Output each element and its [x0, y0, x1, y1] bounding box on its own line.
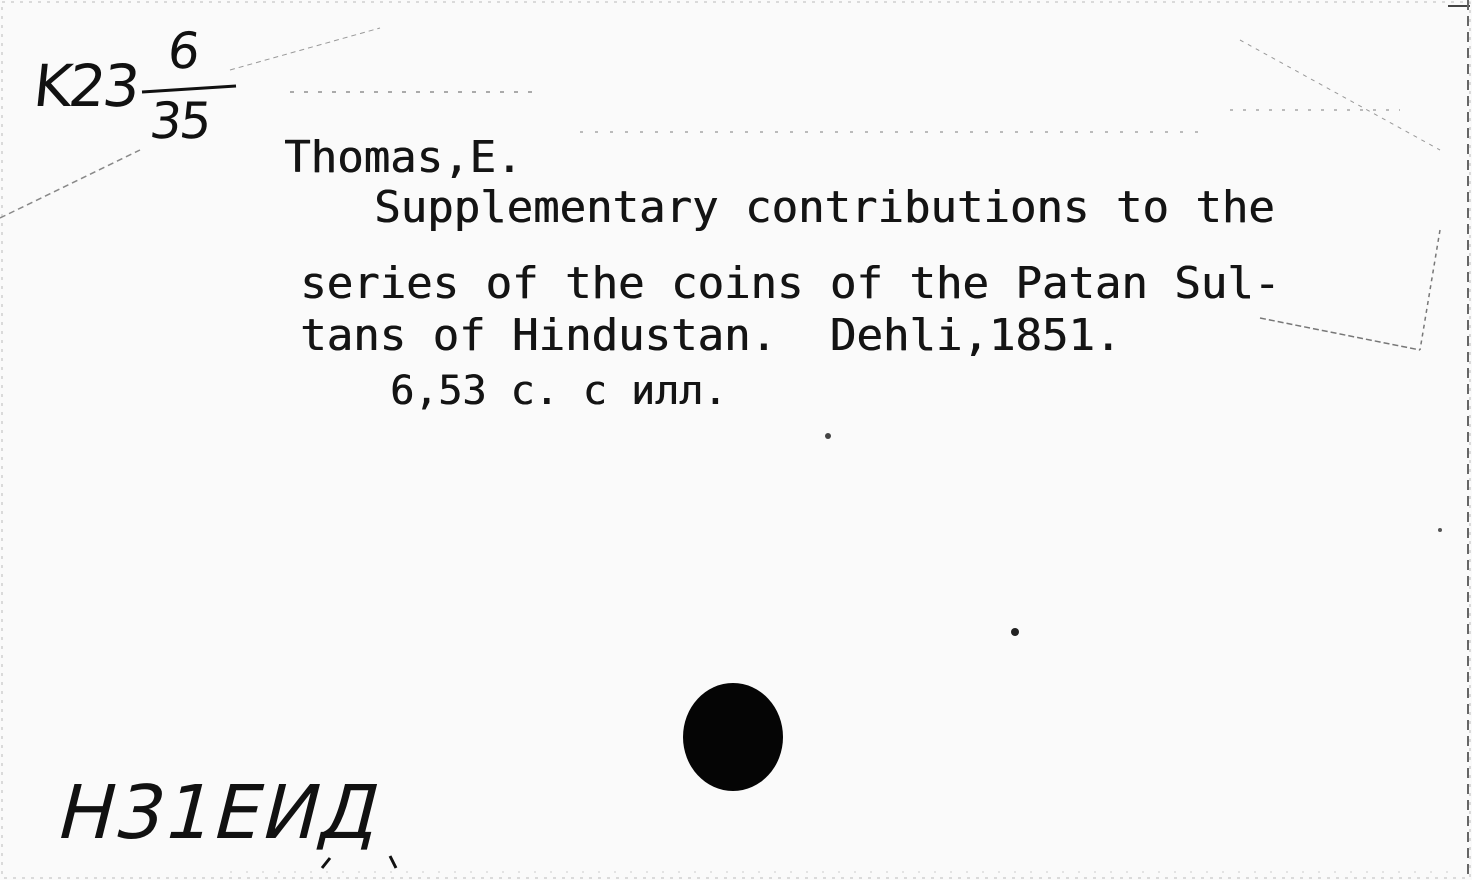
inventory-number: Н31ЕИД: [49, 770, 393, 856]
title-line-2: series of the coins of the Patan Sul-: [300, 258, 1281, 309]
title-line-3: tans of Hindustan. Dehli,1851.: [300, 310, 1122, 361]
author-heading: Thomas,E.: [284, 132, 523, 183]
punch-hole: [683, 683, 783, 791]
title-line-1: Supplementary contributions to the: [374, 182, 1275, 233]
shelf-mark-denominator: 35: [146, 92, 213, 150]
shelf-mark-main: K23: [30, 52, 141, 120]
inventory-underline: [60, 852, 400, 872]
shelf-mark-numerator: 6: [164, 22, 203, 80]
collation-line: 6,53 c. c илл.: [390, 368, 728, 414]
